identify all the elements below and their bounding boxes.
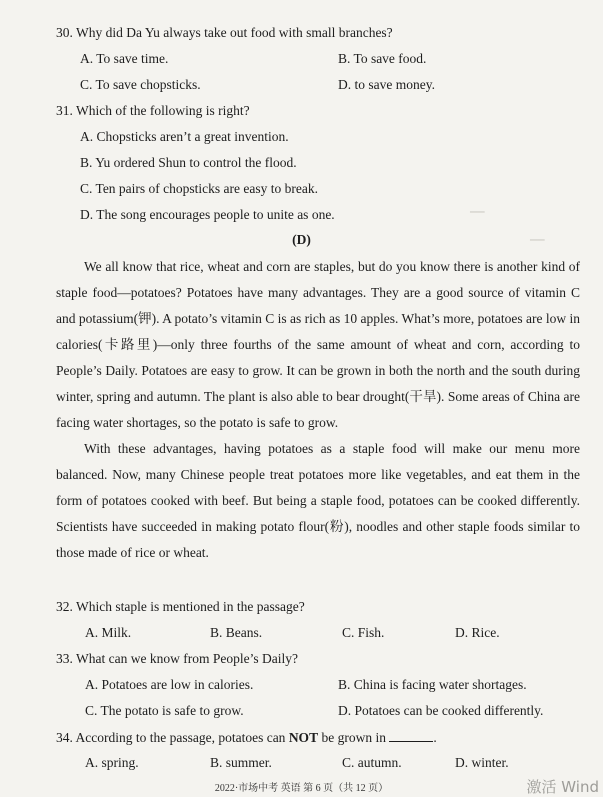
question-31-option-d[interactable]: D. The song encourages people to unite as one. <box>80 207 335 222</box>
question-32-stem: 32. Which staple is mentioned in the passage? <box>56 599 305 614</box>
question-34-emphasis-not: NOT <box>288 730 319 745</box>
passage <box>56 254 580 566</box>
question-31-option-a[interactable]: A. Chopsticks aren’t a great invention. <box>80 129 289 144</box>
question-34-stem-end: . <box>433 730 437 745</box>
activation-watermark: 激活 Wind <box>526 778 599 796</box>
section-heading: (D) <box>292 232 311 247</box>
question-32-option-c[interactable]: C. Fish. <box>342 625 385 640</box>
passage-paragraph-1: We all know that rice, wheat and corn are staples, but do you know there is another kind of staple food—potatoes? Potatoes have many advantages. They are a good source of vitamin C and potassium(钾). A potato’s vitamin C is as rich as 10 apples. What’s more, potatoes are low in calories(卡路里)—only three fourths of the same amount of wheat and corn, according to People’s Daily. Potatoes are easy to grow. It can be grown in both the north and the south during winter, spring and autumn. The plant is also able to bear drought(干旱). Some areas of China are facing water shortages, so the potato is safe to grow. <box>56 259 580 430</box>
question-33-option-d[interactable]: D. Potatoes can be cooked differently. <box>338 703 544 718</box>
question-33-option-a[interactable]: A. Potatoes are low in calories. <box>85 677 254 692</box>
question-33-option-c[interactable]: C. The potato is safe to grow. <box>85 703 244 718</box>
question-32-option-b[interactable]: B. Beans. <box>210 625 263 640</box>
question-33-stem: 33. What can we know from People’s Daily? <box>56 651 298 666</box>
question-31-option-b[interactable]: B. Yu ordered Shun to control the flood. <box>80 155 297 170</box>
question-30-option-b[interactable]: B. To save food. <box>338 51 427 66</box>
question-31-stem: 31. Which of the following is right? <box>56 103 250 118</box>
question-34-stem-after: be grown in <box>318 730 386 745</box>
question-34-option-d[interactable]: D. winter. <box>455 755 509 770</box>
passage-paragraph-2: With these advantages, having potatoes as a staple food will make our menu more balanced. Now, many Chinese people treat potatoes more like vegetables, and eat them in the form of potatoes cooked with beef. But being a staple food, potatoes can be cooked differently. Scientists have succeeded in making potato flour(粉), noodles and other staple foods similar to those made of rice or wheat. <box>56 441 580 560</box>
question-30-stem: 30. Why did Da Yu always take out food with small branches? <box>56 25 393 40</box>
page-footer: 2022·市场中考 英语 第 6 页（共 12 页） <box>214 783 389 794</box>
question-34-answer-blank <box>389 729 433 742</box>
question-34-stem-before: 34. According to the passage, potatoes can <box>56 730 289 745</box>
question-34-option-c[interactable]: C. autumn. <box>342 755 402 770</box>
question-33-option-b[interactable]: B. China is facing water shortages. <box>338 677 527 692</box>
question-32-option-a[interactable]: A. Milk. <box>85 625 132 640</box>
question-30-option-a[interactable]: A. To save time. <box>80 51 169 66</box>
question-31-option-c[interactable]: C. Ten pairs of chopsticks are easy to break. <box>80 181 318 196</box>
question-32-option-d[interactable]: D. Rice. <box>455 625 500 640</box>
question-34-option-a[interactable]: A. spring. <box>85 755 139 770</box>
bleed-through-mark: ── <box>470 205 485 219</box>
question-34-stem <box>56 729 437 746</box>
question-30-option-d[interactable]: D. to save money. <box>338 77 435 92</box>
bleed-through-mark: ── <box>530 233 545 247</box>
question-30-option-c[interactable]: C. To save chopsticks. <box>80 77 201 92</box>
question-34-option-b[interactable]: B. summer. <box>210 755 272 770</box>
